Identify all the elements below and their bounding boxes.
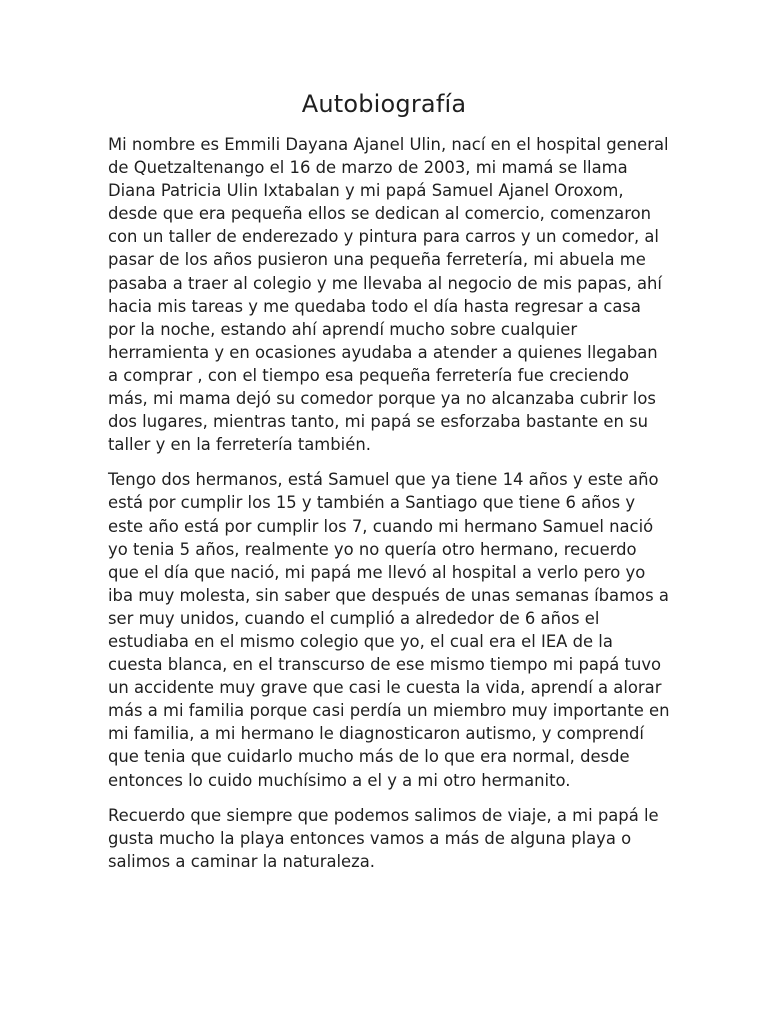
paragraph-3: Recuerdo que siempre que podemos salimos de viaje, a mi papá le gusta mucho la playa entonces vamos a más de alguna playa o salimos a caminar la naturaleza. bbox=[108, 805, 659, 871]
document-title: Autobiografía bbox=[301, 90, 467, 118]
document-body bbox=[108, 133, 670, 885]
paragraph-2: Tengo dos hermanos, está Samuel que ya tiene 14 años y este año está por cumplir los 15 y también a Santiago que tiene 6 años y este año está por cumplir los 7, cuando mi hermano Samuel nació yo tenia 5 años, realmente yo no quería otro hermano, recuerdo que el día que nació, mi papá me llevó al hospital a verlo pero yo iba muy molesta, sin saber que después de unas semanas íbamos a ser muy unidos, cuando el cumplió a alrededor de 6 años el estudiaba en el mismo colegio que yo, el cual era el IEA de la cuesta blanca, en el transcurso de ese mismo tiempo mi papá tuvo un accidente muy grave que casi le cuesta la vida, aprendí a alorar más a mi familia porque casi perdía un miembro muy importante en mi familia, a mi hermano le diagnosticaron autismo, y comprendí que tenia que cuidarlo mucho más de lo que era normal, desde entonces lo cuido muchísimo a el y a mi otro hermanito. bbox=[108, 470, 670, 790]
paragraph-1: Mi nombre es Emmili Dayana Ajanel Ulin, nací en el hospital general de Quetzaltenango el 16 de marzo de 2003, mi mamá se llama Diana Patricia Ulin Ixtabalan y mi papá Samuel Ajanel Oroxom, desde que era pequeña ellos se dedican al comercio, comenzaron con un taller de enderezado y pintura para carros y un comedor, al pasar de los años pusieron una pequeña ferretería, mi abuela me pasaba a traer al colegio y me llevaba al negocio de mis papas, ahí hacia mis tareas y me quedaba todo el día hasta regresar a casa por la noche, estando ahí aprendí mucho sobre cualquier herramienta y en ocasiones ayudaba a atender a quienes llegaban a comprar , con el tiempo esa pequeña ferretería fue creciendo más, mi mama dejó su comedor porque ya no alcanzaba cubrir los dos lugares, mientras tanto, mi papá se esforzaba bastante en su taller y en la ferretería también. bbox=[108, 135, 669, 455]
